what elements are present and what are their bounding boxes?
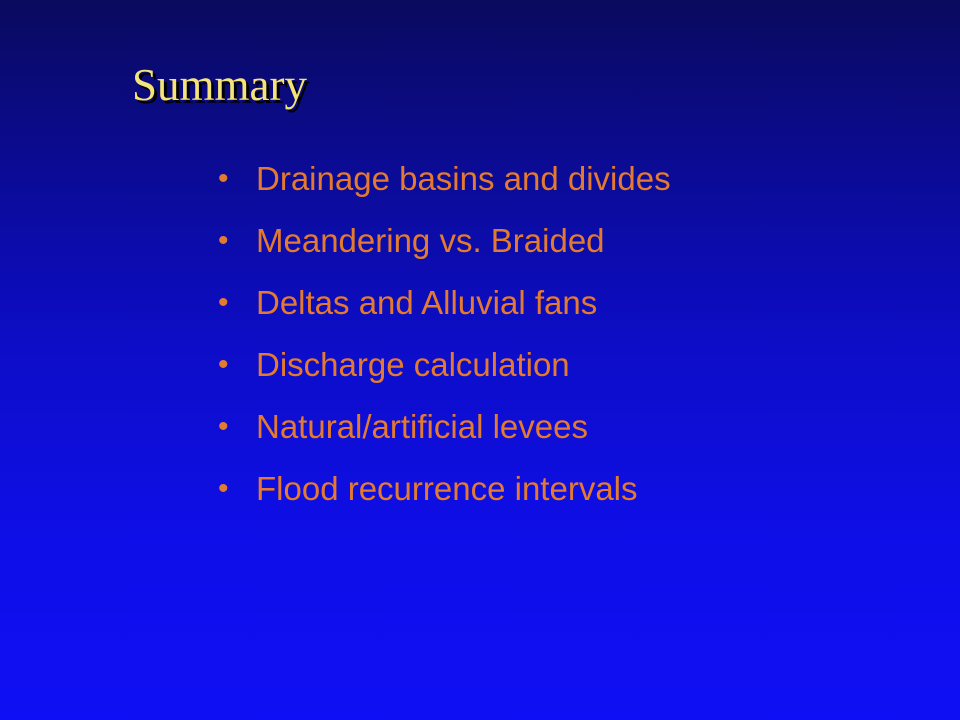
bullet-text: Natural/artificial levees bbox=[256, 408, 588, 445]
bullet-item bbox=[218, 396, 671, 458]
bullet-icon: • bbox=[218, 286, 229, 319]
bullet-icon: • bbox=[218, 162, 229, 195]
bullet-item bbox=[218, 458, 671, 520]
bullet-text: Deltas and Alluvial fans bbox=[256, 284, 598, 321]
bullet-item bbox=[218, 210, 671, 272]
bullet-item bbox=[218, 148, 671, 210]
bullet-text: Meandering vs. Braided bbox=[256, 222, 605, 259]
bullet-text: Flood recurrence intervals bbox=[256, 470, 638, 507]
slide-title: Summary bbox=[132, 60, 307, 110]
bullet-list bbox=[218, 148, 671, 520]
bullet-text: Drainage basins and divides bbox=[256, 160, 671, 197]
bullet-icon: • bbox=[218, 224, 229, 257]
bullet-text: Discharge calculation bbox=[256, 346, 570, 383]
bullet-icon: • bbox=[218, 410, 229, 443]
bullet-item bbox=[218, 272, 671, 334]
bullet-icon: • bbox=[218, 472, 229, 505]
bullet-item bbox=[218, 334, 671, 396]
bullet-icon: • bbox=[218, 348, 229, 381]
